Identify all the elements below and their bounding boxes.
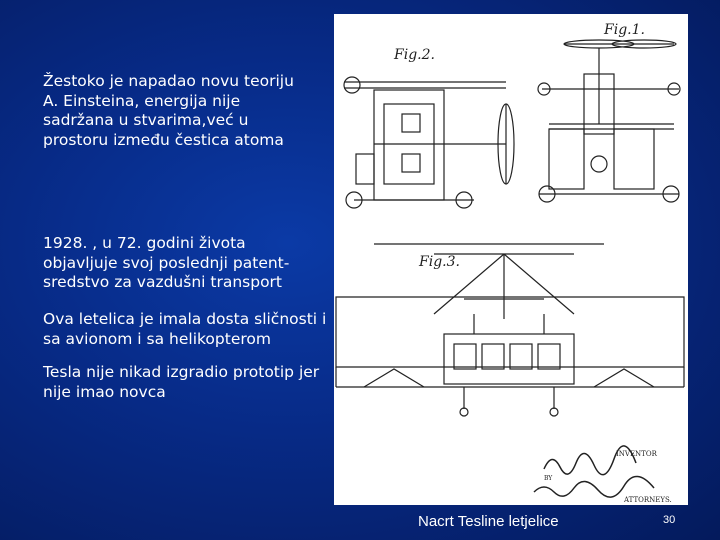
inventor-label: INVENTOR xyxy=(616,450,657,458)
page-number: 30 xyxy=(663,514,676,526)
fig1-label: Fig.1. xyxy=(604,22,645,38)
paragraph-no-prototype: Tesla nije nikad izgradio prototip jer nije imao novca xyxy=(43,363,320,401)
patent-drawing-svg xyxy=(334,14,688,505)
fig3-drawing xyxy=(336,244,684,416)
patent-drawing xyxy=(334,14,688,505)
fig3-label: Fig.3. xyxy=(419,254,460,270)
fig1-drawing xyxy=(538,40,680,202)
by-label: BY xyxy=(544,475,553,482)
slide-caption: Nacrt Tesline letjelice xyxy=(418,513,559,530)
fig2-drawing xyxy=(344,77,514,208)
paragraph-similarity: Ova letelica je imala dosta sličnosti i sa avionom i sa helikopterom xyxy=(43,310,327,348)
paragraph-patent-1928: 1928. , u 72. godini života objavljuje svoj poslednji patent- sredstvo za vazdušni transport xyxy=(43,234,290,291)
paragraph-einstein: Žestoko je napadao novu teoriju A. Einsteina, energija nije sadržana u stvarima,već u prostoru između čestica atoma xyxy=(43,72,294,149)
fig2-label: Fig.2. xyxy=(394,47,435,63)
attorneys-label: ATTORNEYS. xyxy=(624,496,672,504)
